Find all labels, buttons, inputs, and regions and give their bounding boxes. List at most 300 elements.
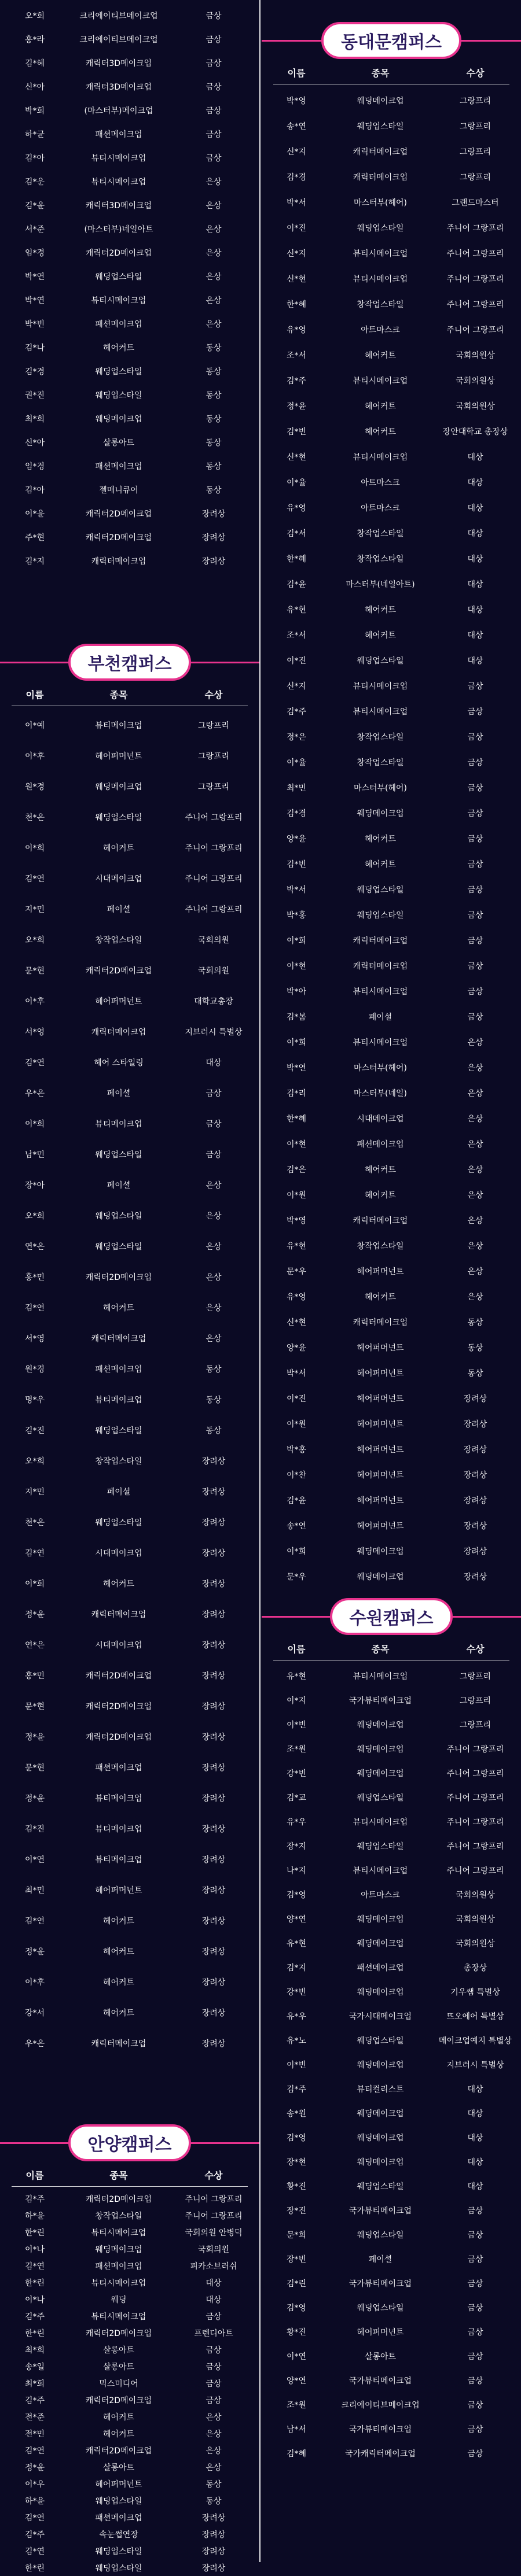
winner-award: 금상: [467, 860, 483, 869]
table-row: [262, 1335, 521, 1360]
winner-name: 장*아: [24, 1180, 45, 1190]
table-row: [262, 1538, 521, 1564]
winner-category: 헤어퍼머넌트: [357, 1267, 404, 1276]
winner-award: 장려상: [201, 1977, 226, 1987]
table-row: [262, 1284, 521, 1309]
winner-award: 장려상: [201, 2008, 226, 2018]
table-row: [262, 1106, 521, 1131]
winner-category: 헤어커트: [364, 606, 397, 615]
table-row: [262, 1761, 521, 1785]
table-row: [262, 2125, 521, 2150]
winner-name: 김*연: [24, 1303, 45, 1313]
winner-name: 박*아: [286, 987, 307, 997]
winner-category: 헤어커트: [364, 860, 397, 869]
table-row: [0, 2308, 259, 2324]
table-row: [262, 1080, 521, 1106]
winner-award: 장려상: [201, 2513, 226, 2523]
table-row: [262, 495, 521, 521]
winner-award: 대상: [467, 2109, 483, 2119]
winner-name: 신*지: [286, 682, 307, 691]
winner-category: 웨딩업스타일: [95, 1518, 142, 1527]
winner-category: 뷰티시메이크업: [91, 2228, 146, 2238]
winner-category: 웨딩메이크업: [95, 2245, 142, 2254]
header-name: 이름: [287, 67, 306, 79]
winner-name: 김*연: [24, 2547, 45, 2556]
table-row: [262, 597, 521, 622]
winner-name: 신*현: [286, 1318, 307, 1327]
table-row: [262, 2053, 521, 2077]
winner-name: 이*찬: [286, 1471, 307, 1480]
header-category: 종목: [371, 1643, 390, 1655]
winner-name: 우*은: [24, 1088, 45, 1098]
winner-name: 박*영: [286, 1216, 307, 1226]
winner-name: 이*희: [24, 843, 45, 853]
winner-name: 지*민: [24, 905, 45, 914]
winner-name: 김*빈: [286, 860, 307, 869]
table-row: [0, 312, 259, 335]
table-row: [262, 902, 521, 928]
winner-award: 동상: [467, 1318, 483, 1327]
winner-category: 뷰티시메이크업: [353, 1672, 408, 1681]
winner-name: 이*진: [286, 224, 307, 233]
winner-category: 캐릭터메이크업: [91, 1610, 146, 1619]
winner-award: 국회의원상: [456, 1915, 495, 1924]
table-row: [0, 1231, 259, 1261]
table-row: [262, 164, 521, 190]
table-row: [262, 775, 521, 800]
winner-award: 금상: [206, 1088, 222, 1098]
anyang-list: [0, 2190, 259, 2576]
winner-award: 금상: [467, 2401, 483, 2410]
winner-category: 헤어커트: [364, 1165, 397, 1175]
table-row: [0, 2375, 259, 2392]
winner-category: 아트마스크: [361, 1891, 400, 1900]
winner-name: 김*연: [24, 1916, 45, 1926]
winner-category: 아트마스크: [361, 504, 400, 513]
table-row: [0, 122, 259, 146]
table-row: [262, 2393, 521, 2417]
table-row: [262, 368, 521, 393]
table-row: [0, 1047, 259, 1077]
winner-award: 주니어 그랑프리: [446, 249, 504, 259]
table-row: [262, 1360, 521, 1386]
winner-award: 주니어 그랑프리: [185, 813, 243, 822]
winner-name: 이*원: [286, 1420, 307, 1429]
winner-name: 문*희: [286, 2231, 307, 2240]
table-row: [0, 1108, 259, 1139]
winner-name: 이*현: [286, 962, 307, 971]
winner-name: 유*현: [286, 1242, 307, 1251]
winner-award: 금상: [206, 2396, 222, 2405]
table-row: [262, 1488, 521, 1513]
winner-name: 남*민: [24, 1150, 45, 1160]
winner-category: 캐릭터2D메이크업: [85, 2194, 152, 2204]
winner-name: 문*우: [286, 1267, 307, 1276]
winner-category: 헤어 스타일링: [94, 1058, 144, 1068]
winner-name: 김*윤: [24, 201, 45, 211]
header-name: 이름: [25, 689, 44, 700]
table-row: [262, 1055, 521, 1080]
table-row: [262, 2198, 521, 2223]
winner-award: 대상: [467, 529, 483, 538]
winner-award: 은상: [467, 1191, 483, 1200]
winner-award: 은상: [206, 2412, 222, 2422]
table-row: [262, 724, 521, 750]
table-row: [0, 217, 259, 241]
table-row: [0, 924, 259, 955]
winner-category: 헤어커트: [102, 1947, 135, 1957]
winner-category: 캐릭터메이크업: [353, 936, 408, 946]
table-row: [262, 1688, 521, 1713]
table-row: [262, 2295, 521, 2320]
winner-award: 은상: [467, 1114, 483, 1124]
header-category: 종목: [371, 67, 390, 79]
winner-award: 금상: [206, 82, 222, 92]
winner-category: 헤어커트: [102, 1303, 135, 1313]
winner-award: 그랜드마스터: [452, 198, 499, 208]
table-row: [0, 2324, 259, 2341]
winner-award: 장려상: [201, 1579, 226, 1589]
winner-name: 하*윤: [24, 2496, 45, 2506]
winner-category: 패션메이크업: [357, 1964, 404, 1973]
winner-award: 금상: [206, 1119, 222, 1129]
winner-award: 금상: [467, 2449, 483, 2459]
winner-name: 신*현: [286, 453, 307, 462]
winner-category: 뷰티시메이크업: [91, 2278, 146, 2288]
table-row: [0, 2526, 259, 2542]
winner-name: 김*연: [24, 1548, 45, 1558]
winner-name: 이*희: [286, 1547, 307, 1556]
winner-category: 살롱아트: [102, 2362, 135, 2372]
winner-name: 박*서: [286, 198, 307, 208]
winner-category: 헤어퍼머넌트: [357, 2328, 404, 2337]
table-row: [262, 1980, 521, 2004]
winner-name: 김*린: [286, 2279, 307, 2289]
winner-category: 웨딩메이크업: [95, 414, 142, 424]
winner-name: 김*주: [286, 2085, 307, 2094]
table-row: [262, 215, 521, 241]
winner-name: 서*영: [24, 1027, 45, 1037]
winner-award: 동상: [206, 462, 222, 471]
winner-award: 금상: [467, 758, 483, 767]
table-row: [0, 1599, 259, 1629]
table-row: [0, 2509, 259, 2526]
winner-category: 마스터부(헤어): [353, 1064, 408, 1073]
winner-award: 금상: [467, 2206, 483, 2216]
header-category: 종목: [109, 689, 128, 700]
winner-name: 양*윤: [286, 835, 307, 844]
winner-name: 김*주: [286, 377, 307, 386]
winner-category: 시대메이크업: [95, 874, 142, 884]
winner-category: 웨딩업스타일: [357, 2036, 404, 2046]
winner-category: 웨딩메이크업: [357, 2061, 404, 2070]
header-name: 이름: [25, 2169, 44, 2181]
winner-award: 뜨오에어 특별상: [446, 2012, 504, 2021]
bucheon-header: [0, 642, 259, 682]
winner-award: 금상: [467, 2376, 483, 2386]
table-row: [0, 1782, 259, 1813]
table-row: [0, 2207, 259, 2224]
winner-name: 이*원: [286, 1191, 307, 1200]
table-row: [0, 1936, 259, 1966]
winner-name: 임*경: [24, 462, 45, 471]
winner-award: 금상: [467, 809, 483, 818]
table-row: [0, 241, 259, 264]
winner-award: 동상: [206, 438, 222, 448]
winner-category: 웨딩메이크업: [357, 809, 404, 818]
winner-award: 장려상: [201, 1456, 226, 1466]
winner-award: 은상: [206, 177, 222, 187]
winner-name: 유*우: [286, 2012, 307, 2021]
winner-category: 속눈썹연장: [99, 2530, 138, 2540]
winner-award: 은상: [467, 1293, 483, 1302]
winner-name: 우*은: [24, 2039, 45, 2049]
winner-category: 패션메이크업: [95, 2261, 142, 2271]
winner-award: 대상: [467, 656, 483, 666]
winner-name: 오*희: [24, 1211, 45, 1221]
table-row: [0, 771, 259, 802]
winner-category: 페이셜: [368, 2255, 392, 2264]
winner-category: 캐릭터메이크업: [353, 1318, 408, 1327]
winner-award: 동상: [206, 2496, 222, 2506]
winner-category: 살롱아트: [102, 2463, 135, 2472]
table-row: [0, 1721, 259, 1752]
winner-award: 장려상: [201, 1916, 226, 1926]
winner-name: 김*교: [286, 1793, 307, 1803]
winner-category: 웨딩업스타일: [95, 367, 142, 377]
winner-award: 은상: [467, 1242, 483, 1251]
winner-name: 김*연: [24, 2446, 45, 2456]
table-row: [0, 2392, 259, 2408]
winner-name: 김*진: [24, 1426, 45, 1435]
winner-name: 최*민: [24, 1885, 45, 1895]
winner-award: 금상: [206, 2345, 222, 2355]
dongdaemun-list: [262, 88, 521, 1589]
winner-name: 한*린: [24, 2328, 45, 2338]
winner-name: 박*연: [24, 296, 45, 305]
left-column: [0, 0, 259, 2573]
winner-category: 페이셜: [368, 1013, 392, 1022]
winner-award: 금상: [467, 962, 483, 971]
winner-name: 한*린: [24, 2278, 45, 2288]
table-row: [0, 2559, 259, 2576]
winner-category: 헤어커트: [364, 1191, 397, 1200]
winner-name: 최*희: [24, 2379, 45, 2389]
winner-award: 장려상: [463, 1496, 487, 1505]
winner-award: 은상: [206, 1272, 222, 1282]
table-row: [0, 75, 259, 98]
winner-name: 장*지: [286, 1842, 307, 1851]
winner-category: 웨딩업스타일: [95, 2547, 142, 2556]
dongdaemun-header: [262, 20, 521, 61]
winner-award: 금상: [467, 682, 483, 691]
winner-category: 헤어퍼머넌트: [357, 1394, 404, 1404]
table-row: [0, 2224, 259, 2241]
winner-category: 뷰티시메이크업: [353, 249, 408, 259]
table-row: [262, 800, 521, 826]
winner-award: 장려상: [201, 2563, 226, 2573]
winner-award: 장려상: [201, 509, 226, 519]
winner-award: 금상: [467, 987, 483, 997]
winner-category: 웨딩메이크업: [95, 782, 142, 792]
suwon-list: [262, 1664, 521, 2466]
winner-award: 장려상: [201, 1793, 226, 1803]
table-row: [262, 1834, 521, 1858]
winner-award: 은상: [467, 1089, 483, 1098]
winner-name: 이*진: [286, 656, 307, 666]
winner-category: 캐릭터2D메이크업: [85, 1732, 152, 1742]
winner-award: 주니어 그랑프리: [446, 1769, 504, 1778]
winner-award: 국회의원상: [456, 351, 495, 360]
winner-category: 캐릭터메이크업: [91, 2039, 146, 2049]
winner-name: 지*민: [24, 1487, 45, 1497]
winner-category: 웨딩메이크업: [357, 1547, 404, 1556]
winner-category: 뷰티시메이크업: [91, 153, 146, 163]
winner-name: 최*희: [24, 414, 45, 424]
table-row: [262, 470, 521, 495]
winner-category: 웨딩업스타일: [357, 2182, 404, 2191]
winner-name: 홍*라: [24, 35, 45, 45]
winner-category: 뷰티컬리스트: [357, 2085, 404, 2094]
winner-category: 창작업스타일: [357, 733, 404, 742]
winner-name: 이*나: [24, 2245, 45, 2254]
table-row: [262, 2320, 521, 2344]
winner-award: 메이크업예지 특별상: [438, 2036, 512, 2046]
winner-award: 은상: [467, 1165, 483, 1175]
winner-name: 이*빈: [286, 2061, 307, 2070]
winner-category: 웨딩업스타일: [357, 122, 404, 131]
winner-category: 캐릭터2D메이크업: [85, 2446, 152, 2456]
table-row: [0, 1169, 259, 1200]
winner-award: 은상: [206, 1180, 222, 1190]
winner-award: 장려상: [201, 2547, 226, 2556]
winner-category: 아트마스크: [361, 326, 400, 335]
table-row: [0, 2475, 259, 2492]
winner-name: 김*은: [286, 1165, 307, 1175]
header-award: 수상: [466, 67, 485, 79]
winner-category: 뷰티메이크업: [95, 1119, 142, 1129]
winner-name: 김*나: [24, 343, 45, 353]
table-row: [0, 1139, 259, 1169]
winner-category: 헤어퍼머넌트: [357, 1471, 404, 1480]
winner-category: 웨딩메이크업: [357, 1745, 404, 1754]
winner-name: 이*희: [24, 1119, 45, 1129]
winner-name: 정*윤: [24, 1732, 45, 1742]
winner-award: 은상: [206, 1334, 222, 1344]
winner-category: 캐릭터2D메이크업: [85, 2396, 152, 2405]
winner-category: 웨딩업스타일: [357, 911, 404, 920]
winner-name: 김*운: [24, 177, 45, 187]
table-row: [262, 2223, 521, 2247]
winner-category: 시대메이크업: [357, 1114, 404, 1124]
table-row: [262, 648, 521, 673]
winner-category: 뷰티시메이크업: [91, 177, 146, 187]
winner-award: 국회의원: [197, 966, 230, 976]
winner-award: 주니어 그랑프리: [446, 275, 504, 284]
winner-name: 한*린: [24, 2563, 45, 2573]
winner-award: 은상: [206, 1242, 222, 1252]
winner-name: 유*우: [286, 1818, 307, 1827]
winner-category: 헤어커트: [102, 1916, 135, 1926]
dongdaemun-title: 동대문캠퍼스: [321, 22, 461, 59]
table-row: [262, 546, 521, 571]
winner-name: 문*현: [24, 1763, 45, 1773]
winner-award: 은상: [467, 1216, 483, 1226]
winner-category: 웨딩업스타일: [357, 1842, 404, 1851]
winner-name: 장*진: [286, 2206, 307, 2216]
winner-award: 장려상: [201, 1610, 226, 1619]
winner-category: 웨딩업스타일: [95, 390, 142, 400]
winner-category: 국가뷰티메이크업: [348, 2425, 412, 2434]
table-row: [262, 1907, 521, 1931]
winner-name: 김*아: [24, 485, 45, 495]
winner-award: 그랑프리: [197, 782, 230, 792]
winner-category: 캐릭터3D메이크업: [85, 82, 152, 92]
winner-category: 크리에이티브메이크업: [341, 2401, 420, 2410]
winner-award: 은상: [206, 201, 222, 211]
table-row: [262, 1233, 521, 1259]
winner-award: 장려상: [201, 1732, 226, 1742]
winner-award: 피카소브러쉬: [190, 2261, 237, 2271]
winner-award: 그랑프리: [197, 751, 230, 761]
winner-award: 대상: [206, 2278, 222, 2288]
winner-name: 유*영: [286, 326, 307, 335]
table-row: [262, 1564, 521, 1589]
winner-name: 김*경: [286, 173, 307, 182]
winner-category: 웨딩업스타일: [95, 1211, 142, 1221]
winner-category: 캐릭터메이크업: [353, 962, 408, 971]
winner-name: 황*진: [286, 2328, 307, 2337]
winner-award: 총장상: [463, 1964, 487, 1973]
table-row: [0, 2542, 259, 2559]
winner-award: 그랑프리: [459, 1696, 491, 1706]
winner-name: 송*원: [286, 2109, 307, 2119]
winner-name: 김*주: [24, 2396, 45, 2405]
winner-name: 김*경: [286, 809, 307, 818]
winner-name: 오*희: [24, 935, 45, 945]
table-row: [262, 1858, 521, 1883]
winner-name: 김*아: [24, 153, 45, 163]
winner-award: 장려상: [463, 1547, 487, 1556]
winner-name: 이*율: [286, 758, 307, 767]
winner-award: 그랑프리: [459, 1672, 491, 1681]
winner-award: 은상: [206, 2446, 222, 2456]
winner-category: 웨딩메이크업: [357, 1721, 404, 1730]
winner-award: 장려상: [463, 1522, 487, 1531]
winner-award: 은상: [467, 1064, 483, 1073]
winner-award: 주니어 그랑프리: [185, 843, 243, 853]
winner-category: 뷰티시메이크업: [91, 296, 146, 305]
table-row: [262, 241, 521, 266]
winner-award: 금상: [206, 2312, 222, 2322]
winner-name: 하*균: [24, 130, 45, 139]
winner-award: 장려상: [463, 1445, 487, 1455]
winner-name: 강*빈: [286, 1769, 307, 1778]
table-row: [262, 266, 521, 291]
winner-category: 살롱아트: [102, 2345, 135, 2355]
table-row: [262, 113, 521, 139]
winner-category: 시대메이크업: [95, 1640, 142, 1650]
table-row: [262, 979, 521, 1004]
winner-name: 조*원: [286, 2401, 307, 2410]
winner-award: 국회의원상: [456, 1939, 495, 1948]
table-row: [262, 1737, 521, 1761]
winner-name: 천*은: [24, 1518, 45, 1527]
winner-award: 대상: [467, 606, 483, 615]
winner-award: 장려상: [201, 1671, 226, 1681]
winner-award: 금상: [206, 130, 222, 139]
winner-name: 이*율: [286, 478, 307, 488]
